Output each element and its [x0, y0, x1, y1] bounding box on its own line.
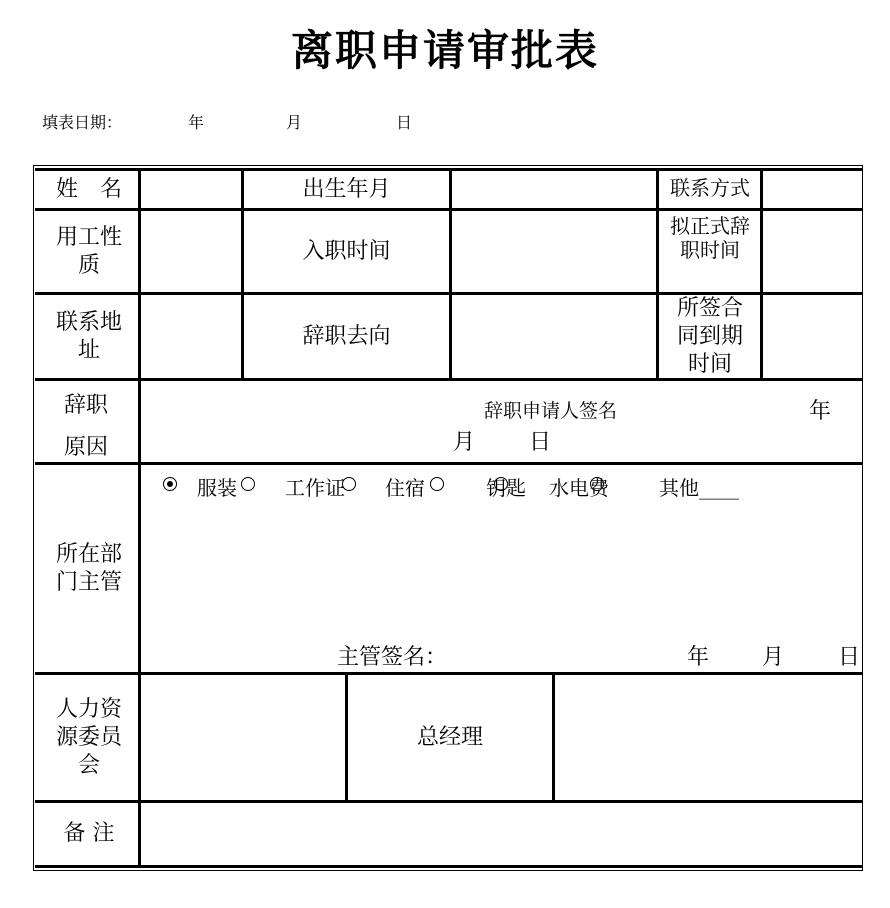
gm-field[interactable] [555, 676, 863, 800]
hr-committee-field[interactable] [141, 676, 345, 800]
reason-label-2: 原因 [64, 435, 109, 460]
contact-label-text: 联系方式 [670, 176, 750, 200]
grid-line [656, 168, 659, 380]
destination-field[interactable] [452, 295, 656, 378]
remarks-field[interactable] [141, 803, 863, 865]
applicant-sign-label: 辞职申请人签名 [484, 400, 618, 422]
hire-date-field[interactable] [452, 211, 656, 292]
employment-type-label: 用工性质 [55, 224, 122, 278]
address-field[interactable] [141, 295, 241, 378]
contract-end-label: 所签合同到期时间 [676, 296, 743, 377]
grid-line [35, 672, 863, 675]
clothing-radio[interactable] [163, 477, 177, 491]
contract-end-field[interactable] [763, 295, 863, 378]
grid-line [35, 865, 863, 868]
name-label: 姓 名 [55, 176, 122, 202]
supervisor-day: 日 [838, 645, 861, 670]
dorm-label: 住宿 [385, 476, 425, 500]
reason-month: 月 [453, 430, 476, 455]
hr-committee-label: 人力资源委员会 [55, 697, 122, 778]
destination-label: 辞职去向 [302, 323, 391, 349]
reason-day: 日 [529, 430, 552, 455]
key-radio[interactable] [430, 477, 444, 491]
reason-year: 年 [809, 399, 832, 424]
fill-date-day: 日 [396, 113, 413, 132]
address-label: 联系地址 [55, 309, 122, 363]
form-title: 离职申请审批表 [290, 26, 599, 75]
fill-date-month: 月 [286, 113, 303, 132]
fill-date-year: 年 [188, 113, 205, 132]
utilities-label: 水电费 [549, 476, 609, 500]
other-label: 其他____ [659, 476, 739, 500]
contact-field[interactable] [763, 171, 863, 208]
employment-type-field[interactable] [141, 211, 241, 292]
contact-label [664, 158, 756, 218]
fill-date-label: 填表日期： [42, 113, 123, 132]
supervisor-sign-label: 主管签名： [337, 645, 448, 670]
dorm-radio[interactable] [342, 477, 356, 491]
dept-head-label: 所在部门主管 [55, 542, 122, 595]
remarks-label: 备 注 [63, 821, 115, 846]
utilities-radio[interactable] [494, 477, 508, 491]
resign-date-label: 拟正式辞职时间 [670, 214, 750, 262]
clothing-label: 服装 [197, 476, 237, 500]
gm-label: 总经理 [416, 725, 483, 750]
supervisor-month: 月 [762, 645, 785, 670]
grid-line [35, 462, 863, 465]
resign-date-field[interactable] [763, 211, 863, 292]
birth-field[interactable] [452, 171, 656, 208]
work-id-radio[interactable] [241, 477, 255, 491]
work-id-label: 工作证 [285, 476, 345, 500]
supervisor-year: 年 [687, 645, 710, 670]
name-field[interactable] [141, 171, 241, 208]
birth-label: 出生年月 [302, 176, 391, 202]
key-label: 钥匙 [486, 476, 526, 500]
hire-date-label: 入职时间 [302, 238, 391, 264]
utilities-radio-2[interactable] [590, 477, 604, 491]
reason-label-1: 辞职 [64, 393, 109, 418]
